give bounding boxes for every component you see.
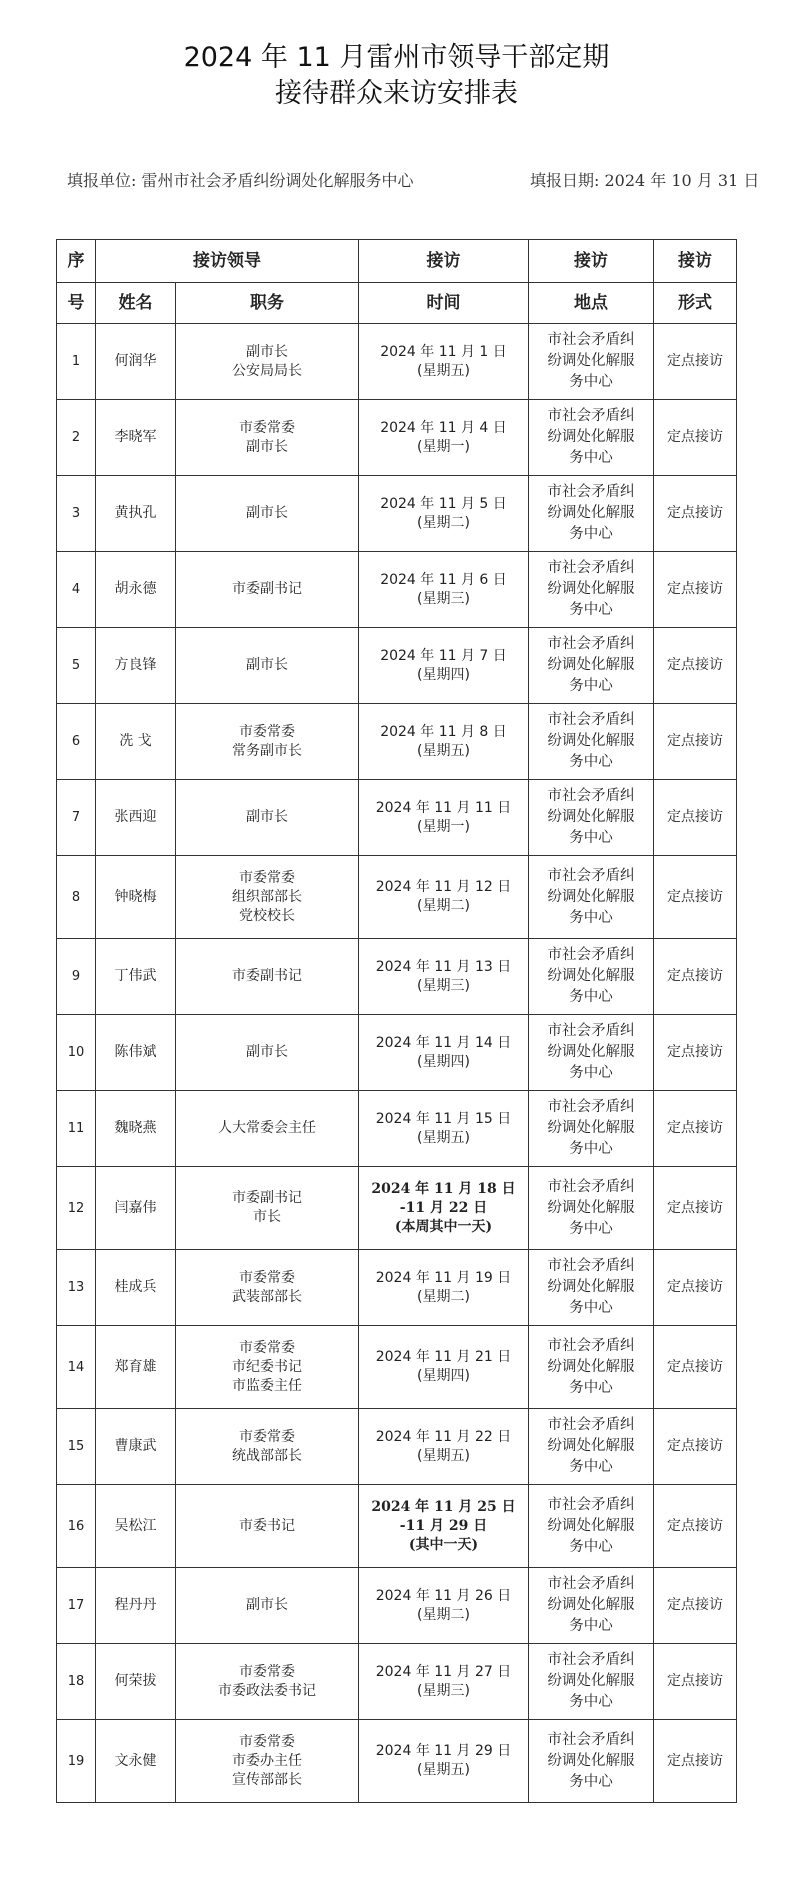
- position-line: 市监委主任: [232, 1377, 302, 1394]
- visit-date: [359, 1644, 529, 1720]
- date-line: 2024 年 11 月 27 日: [375, 1663, 512, 1680]
- header-time-2: 时间: [359, 283, 529, 324]
- visit-form: 定点接访: [654, 1720, 737, 1803]
- date-line: (星期一): [417, 818, 470, 835]
- header-place: 接访: [529, 240, 654, 283]
- leader-name: 闫嘉伟: [96, 1167, 176, 1250]
- visit-form: 定点接访: [654, 476, 737, 552]
- visit-date: [359, 628, 529, 704]
- position-line: 市委政法委书记: [218, 1682, 316, 1699]
- visit-date: [359, 1568, 529, 1644]
- place-line: 市社会矛盾纠: [547, 1496, 635, 1513]
- visit-place: [529, 400, 654, 476]
- position-line: 副市长: [246, 1044, 288, 1060]
- date-line: 2024 年 11 月 12 日: [375, 879, 512, 895]
- visit-place: [529, 1091, 654, 1167]
- visit-date: [359, 704, 529, 780]
- leader-position: [176, 552, 359, 628]
- place-line: 市社会矛盾纠: [547, 1576, 635, 1592]
- visit-place: [529, 780, 654, 856]
- leader-position: [176, 1250, 359, 1326]
- leader-position: [176, 1091, 359, 1167]
- place-line: 务中心: [569, 526, 613, 542]
- position-line: 市委办主任: [232, 1752, 302, 1769]
- date-line: 2024 年 11 月 29 日: [375, 1743, 512, 1759]
- leader-position: [176, 324, 359, 400]
- leader-name: 程丹丹: [96, 1568, 176, 1644]
- position-line: 组织部部长: [232, 888, 302, 905]
- position-line: 市委书记: [239, 1517, 295, 1534]
- row-number: 14: [57, 1326, 96, 1409]
- position-line: 市委常委: [239, 1339, 295, 1356]
- row-number: 18: [57, 1644, 96, 1720]
- position-line: 副市长: [246, 1597, 288, 1613]
- date-line: (星期二): [417, 514, 470, 531]
- date-line: 2024 年 11 月 4 日: [380, 419, 507, 436]
- leader-name: 张西迎: [96, 780, 176, 856]
- leader-name: 何荣拔: [96, 1644, 176, 1720]
- leader-position: [176, 856, 359, 939]
- place-line: 纷调处化解服: [547, 1673, 635, 1689]
- row-number: 17: [57, 1568, 96, 1644]
- visit-date: [359, 1720, 529, 1803]
- table-row: [57, 939, 737, 1015]
- table-row: [57, 476, 737, 552]
- leader-name: 桂成兵: [96, 1250, 176, 1326]
- row-number: 9: [57, 939, 96, 1015]
- visit-place: [529, 1167, 654, 1250]
- place-line: 市社会矛盾纠: [547, 636, 635, 652]
- leader-name: 曹康武: [96, 1409, 176, 1485]
- leader-name: 方良锋: [96, 628, 176, 704]
- place-line: 务中心: [569, 1220, 613, 1237]
- position-line: 市委常委: [239, 1428, 295, 1445]
- visit-place: [529, 1409, 654, 1485]
- row-number: 2: [57, 400, 96, 476]
- leader-position: [176, 476, 359, 552]
- leader-position: [176, 1485, 359, 1568]
- place-line: 纷调处化解服: [547, 733, 635, 749]
- visit-form: 定点接访: [654, 1015, 737, 1091]
- leader-position: [176, 1326, 359, 1409]
- place-line: 务中心: [569, 374, 613, 390]
- date-line: 2024 年 11 月 14 日: [375, 1034, 512, 1051]
- date-line: (星期三): [417, 1682, 470, 1699]
- place-line: 市社会矛盾纠: [547, 1417, 635, 1433]
- row-number: 12: [57, 1167, 96, 1250]
- table-row: [57, 400, 737, 476]
- visit-date: [359, 1326, 529, 1409]
- date-line: -11 月 22 日: [399, 1199, 488, 1216]
- visit-form: 定点接访: [654, 856, 737, 939]
- position-line: 市长: [253, 1209, 281, 1225]
- date-line: (星期四): [417, 1053, 470, 1070]
- place-line: 纷调处化解服: [547, 429, 635, 445]
- date-line: (星期五): [417, 1129, 470, 1146]
- visit-place: [529, 1568, 654, 1644]
- place-line: 纷调处化解服: [547, 809, 635, 825]
- date-line: 2024 年 11 月 5 日: [380, 495, 507, 512]
- leader-position: [176, 780, 359, 856]
- page-title: [0, 40, 793, 112]
- date-line: (星期二): [417, 898, 470, 914]
- date-line: (星期三): [417, 590, 470, 607]
- header-place-2: 地点: [529, 283, 654, 324]
- leader-position: [176, 1644, 359, 1720]
- date-line: 2024 年 11 月 25 日: [371, 1498, 516, 1515]
- row-number: 11: [57, 1091, 96, 1167]
- visit-place: [529, 552, 654, 628]
- table-row: [57, 1485, 737, 1568]
- place-line: 务中心: [569, 830, 613, 846]
- leader-position: [176, 939, 359, 1015]
- visit-date: [359, 1485, 529, 1568]
- table-row: [57, 552, 737, 628]
- place-line: 务中心: [569, 1065, 613, 1081]
- place-line: 市社会矛盾纠: [547, 1178, 635, 1195]
- row-number: 15: [57, 1409, 96, 1485]
- leader-position: [176, 1015, 359, 1091]
- place-line: 市社会矛盾纠: [547, 1652, 635, 1668]
- visit-form: 定点接访: [654, 704, 737, 780]
- table-row: [57, 856, 737, 939]
- place-line: 纷调处化解服: [547, 1044, 635, 1060]
- row-number: 19: [57, 1720, 96, 1803]
- leader-position: [176, 1409, 359, 1485]
- visit-place: [529, 1720, 654, 1803]
- position-line: 市纪委书记: [232, 1358, 302, 1375]
- header-time: 接访: [359, 240, 529, 283]
- date-line: (星期五): [417, 1762, 470, 1778]
- visit-place: [529, 1485, 654, 1568]
- place-line: 纷调处化解服: [547, 888, 635, 905]
- date-line: (星期五): [417, 362, 470, 379]
- visit-form: 定点接访: [654, 552, 737, 628]
- schedule-table: [56, 239, 737, 1803]
- position-line: 市委副书记: [232, 1190, 302, 1206]
- visit-form: 定点接访: [654, 939, 737, 1015]
- visit-place: [529, 1015, 654, 1091]
- date-line: 2024 年 11 月 15 日: [375, 1110, 512, 1127]
- row-number: 10: [57, 1015, 96, 1091]
- leader-name: 冼 戈: [96, 704, 176, 780]
- place-line: 市社会矛盾纠: [547, 560, 635, 576]
- leader-name: 李晓军: [96, 400, 176, 476]
- date-line: (星期四): [417, 666, 470, 683]
- filing-date: 填报日期: 2024 年 10 月 31 日: [530, 171, 760, 190]
- visit-date: [359, 552, 529, 628]
- place-line: 纷调处化解服: [547, 1517, 635, 1534]
- visit-place: [529, 704, 654, 780]
- table-row: [57, 324, 737, 400]
- visit-place: [529, 324, 654, 400]
- place-line: 市社会矛盾纠: [547, 1731, 635, 1748]
- visit-date: [359, 1091, 529, 1167]
- place-line: 务中心: [569, 909, 613, 926]
- table-row: [57, 1326, 737, 1409]
- visit-date: [359, 1409, 529, 1485]
- visit-date: [359, 856, 529, 939]
- position-line: 副市长: [246, 438, 288, 455]
- date-line: 2024 年 11 月 18 日: [371, 1180, 516, 1197]
- leader-name: 吴松江: [96, 1485, 176, 1568]
- place-line: 市社会矛盾纠: [547, 1258, 635, 1274]
- leader-name: 陈伟斌: [96, 1015, 176, 1091]
- table-row: [57, 1167, 737, 1250]
- visit-form: 定点接访: [654, 400, 737, 476]
- place-line: 市社会矛盾纠: [547, 332, 635, 348]
- row-number: 7: [57, 780, 96, 856]
- visit-date: [359, 324, 529, 400]
- place-line: 纷调处化解服: [547, 353, 635, 369]
- header-position: 职务: [176, 283, 359, 324]
- date-line: 2024 年 11 月 13 日: [375, 958, 512, 975]
- row-number: 5: [57, 628, 96, 704]
- date-line: 2024 年 11 月 26 日: [375, 1587, 512, 1604]
- place-line: 务中心: [569, 1459, 613, 1475]
- visit-place: [529, 628, 654, 704]
- visit-form: 定点接访: [654, 1250, 737, 1326]
- table-row: [57, 628, 737, 704]
- place-line: 务中心: [569, 1694, 613, 1710]
- place-line: 务中心: [569, 1773, 613, 1790]
- place-line: 务中心: [569, 1141, 613, 1157]
- position-line: 市委常委: [239, 723, 295, 740]
- visit-form: 定点接访: [654, 324, 737, 400]
- visit-date: [359, 1250, 529, 1326]
- leader-name: 钟晓梅: [96, 856, 176, 939]
- position-line: 武装部部长: [232, 1288, 302, 1305]
- date-line: 2024 年 11 月 21 日: [375, 1349, 512, 1365]
- visit-place: [529, 1644, 654, 1720]
- position-line: 副市长: [246, 657, 288, 673]
- place-line: 纷调处化解服: [547, 657, 635, 673]
- place-line: 市社会矛盾纠: [547, 408, 635, 424]
- visit-form: 定点接访: [654, 1409, 737, 1485]
- visit-form: 定点接访: [654, 1167, 737, 1250]
- table-row: [57, 1091, 737, 1167]
- place-line: 市社会矛盾纠: [547, 1099, 635, 1115]
- table-row: [57, 704, 737, 780]
- place-line: 纷调处化解服: [547, 1199, 635, 1216]
- table-row: [57, 1015, 737, 1091]
- date-line: 2024 年 11 月 7 日: [380, 647, 507, 664]
- place-line: 务中心: [569, 989, 613, 1005]
- position-line: 副市长: [246, 809, 288, 825]
- date-line: 2024 年 11 月 6 日: [380, 571, 507, 588]
- header-form-2: 形式: [654, 283, 737, 324]
- position-line: 市委常委: [239, 1663, 295, 1680]
- leader-position: [176, 400, 359, 476]
- position-line: 市委副书记: [232, 968, 302, 984]
- visit-place: [529, 856, 654, 939]
- table-row: [57, 1250, 737, 1326]
- row-number: 6: [57, 704, 96, 780]
- header-name: 姓名: [96, 283, 176, 324]
- date-line: -11 月 29 日: [399, 1517, 488, 1534]
- header-seq-2: 号: [57, 283, 96, 324]
- table-row: [57, 780, 737, 856]
- position-line: 市委常委: [239, 419, 295, 436]
- schedule-rows: [57, 324, 737, 1803]
- place-line: 纷调处化解服: [547, 581, 635, 597]
- visit-date: [359, 1167, 529, 1250]
- place-line: 市社会矛盾纠: [547, 947, 635, 963]
- leader-name: 胡永德: [96, 552, 176, 628]
- visit-form: 定点接访: [654, 1644, 737, 1720]
- leader-name: 郑育雄: [96, 1326, 176, 1409]
- place-line: 务中心: [569, 450, 613, 466]
- row-number: 4: [57, 552, 96, 628]
- place-line: 务中心: [569, 1618, 613, 1634]
- place-line: 纷调处化解服: [547, 1438, 635, 1454]
- header-seq: 序: [57, 240, 96, 283]
- place-line: 市社会矛盾纠: [547, 1023, 635, 1039]
- date-line: 2024 年 11 月 22 日: [375, 1428, 512, 1445]
- visit-date: [359, 780, 529, 856]
- position-line: 市委常委: [239, 1269, 295, 1286]
- position-line: 副市长: [246, 505, 288, 521]
- date-line: (星期五): [417, 1447, 470, 1464]
- date-line: (星期五): [417, 742, 470, 759]
- date-line: 2024 年 11 月 11 日: [375, 799, 512, 816]
- place-line: 务中心: [569, 678, 613, 694]
- place-line: 务中心: [569, 1538, 613, 1555]
- place-line: 纷调处化解服: [547, 1358, 635, 1375]
- leader-position: [176, 1720, 359, 1803]
- visit-form: 定点接访: [654, 1485, 737, 1568]
- leader-name: 魏晓燕: [96, 1091, 176, 1167]
- date-line: (其中一天): [408, 1536, 479, 1553]
- leader-position: [176, 1167, 359, 1250]
- visit-form: 定点接访: [654, 1326, 737, 1409]
- visit-date: [359, 939, 529, 1015]
- position-line: 市委副书记: [232, 581, 302, 597]
- visit-form: 定点接访: [654, 780, 737, 856]
- table-row: [57, 1720, 737, 1803]
- place-line: 纷调处化解服: [547, 1597, 635, 1613]
- position-line: 市委常委: [239, 869, 295, 886]
- position-line: 统战部部长: [232, 1447, 302, 1464]
- visit-place: [529, 939, 654, 1015]
- leader-name: 文永健: [96, 1720, 176, 1803]
- place-line: 务中心: [569, 754, 613, 770]
- place-line: 务中心: [569, 1300, 613, 1316]
- leader-position: [176, 1568, 359, 1644]
- visit-date: [359, 400, 529, 476]
- date-line: 2024 年 11 月 8 日: [380, 723, 507, 740]
- leader-name: 何润华: [96, 324, 176, 400]
- place-line: 纷调处化解服: [547, 1120, 635, 1136]
- position-line: 公安局局长: [232, 362, 302, 379]
- date-line: 2024 年 11 月 1 日: [380, 343, 507, 360]
- visit-place: [529, 1250, 654, 1326]
- place-line: 务中心: [569, 1379, 613, 1396]
- place-line: 务中心: [569, 602, 613, 618]
- row-number: 3: [57, 476, 96, 552]
- visit-form: 定点接访: [654, 1568, 737, 1644]
- date-line: (星期三): [417, 977, 470, 994]
- page-title-line-2: 接待群众来访安排表: [275, 78, 518, 109]
- visit-date: [359, 1015, 529, 1091]
- leader-position: [176, 704, 359, 780]
- header-leader-group: 接访领导: [96, 240, 359, 283]
- place-line: 纷调处化解服: [547, 1752, 635, 1769]
- visit-form: 定点接访: [654, 628, 737, 704]
- date-line: (星期四): [417, 1368, 470, 1384]
- visit-place: [529, 1326, 654, 1409]
- date-line: (星期一): [417, 438, 470, 455]
- place-line: 纷调处化解服: [547, 505, 635, 521]
- header-form: 接访: [654, 240, 737, 283]
- row-number: 16: [57, 1485, 96, 1568]
- place-line: 市社会矛盾纠: [547, 484, 635, 500]
- visit-date: [359, 476, 529, 552]
- table-row: [57, 1644, 737, 1720]
- place-line: 市社会矛盾纠: [547, 867, 635, 884]
- date-line: (本周其中一天): [394, 1218, 493, 1235]
- date-line: 2024 年 11 月 19 日: [375, 1269, 512, 1286]
- position-line: 市委常委: [239, 1733, 295, 1750]
- leader-position: [176, 628, 359, 704]
- table-row: [57, 1409, 737, 1485]
- visit-place: [529, 476, 654, 552]
- position-line: 常务副市长: [232, 742, 302, 759]
- position-line: 宣传部部长: [232, 1771, 302, 1788]
- position-line: 副市长: [246, 343, 288, 360]
- leader-name: 黄执孔: [96, 476, 176, 552]
- place-line: 市社会矛盾纠: [547, 1337, 635, 1354]
- date-line: (星期二): [417, 1606, 470, 1623]
- filing-unit: 填报单位: 雷州市社会矛盾纠纷调处化解服务中心: [67, 171, 414, 190]
- place-line: 纷调处化解服: [547, 968, 635, 984]
- row-number: 8: [57, 856, 96, 939]
- date-line: (星期二): [417, 1288, 470, 1305]
- page-title-line-1: 2024 年 11 月雷州市领导干部定期: [183, 42, 610, 73]
- place-line: 市社会矛盾纠: [547, 788, 635, 804]
- row-number: 13: [57, 1250, 96, 1326]
- place-line: 纷调处化解服: [547, 1279, 635, 1295]
- place-line: 市社会矛盾纠: [547, 712, 635, 728]
- leader-name: 丁伟武: [96, 939, 176, 1015]
- visit-form: 定点接访: [654, 1091, 737, 1167]
- row-number: 1: [57, 324, 96, 400]
- position-line: 人大常委会主任: [218, 1120, 316, 1136]
- position-line: 党校校长: [239, 907, 295, 924]
- table-row: [57, 1568, 737, 1644]
